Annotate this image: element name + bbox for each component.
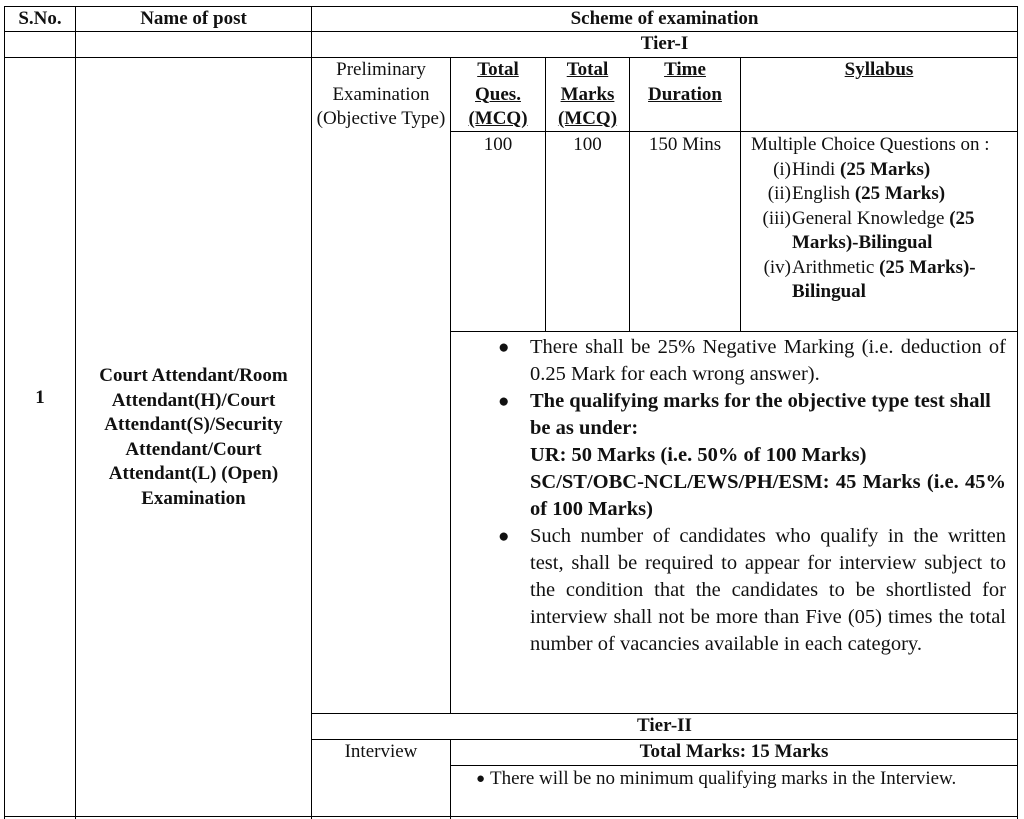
- total-questions-value: 100: [483, 134, 513, 155]
- tier1-heading: Tier-I: [640, 33, 689, 54]
- syllabus-item: (iv) Arithmetic (25 Marks)-Bilingual: [763, 256, 976, 302]
- tier2-heading: Tier-II: [637, 715, 692, 736]
- interview-label: Interview: [344, 741, 418, 762]
- col-time-duration: Time Duration: [648, 59, 722, 105]
- total-marks-value: 100: [573, 134, 602, 155]
- col-total-questions: Total Ques. (MCQ): [468, 59, 528, 129]
- syllabus-intro: Multiple Choice Questions on :: [751, 134, 990, 155]
- syllabus-cell: [751, 133, 1013, 305]
- bullet-icon: ●: [476, 771, 486, 787]
- qualifying-marks-note: ● The qualifying marks for the objective type test shall be as under: UR: 50 Marks (i.e. 50% of 100 Marks) SC/ST/OBC-NCL/EWS/PH/ESM: 45 Marks (i.e. 45% of 100 Marks): [498, 390, 1006, 520]
- tier2-total-marks: Total Marks: 15 Marks: [639, 741, 829, 762]
- syllabus-item: (iii) General Knowledge (25 Marks)-Bilingual: [762, 207, 975, 253]
- syllabus-item: (ii) English (25 Marks): [767, 183, 946, 204]
- exam-type-label: Preliminary Examination (Objective Type): [316, 59, 446, 129]
- syllabus-item: (i) Hindi (25 Marks): [773, 158, 931, 180]
- bullet-icon: ●: [498, 337, 510, 358]
- interview-shortlist-note: ● Such number of candidates who qualify in the written test, shall be required to appear for interview subject to the condition that the candidates to be shortlisted for interview shall not be more than Five (05) times the total number of vacancies available in each category.: [498, 525, 1006, 655]
- header-scheme: Scheme of examination: [570, 8, 759, 29]
- post-name: Court Attendant/Room Attendant(H)/Court Attendant(S)/Security Attendant/Court Attendant(L) (Open) Examination: [99, 365, 288, 509]
- negative-marking-note: ● There shall be 25% Negative Marking (i.e. deduction of 0.25 Mark for each wrong answer).: [498, 336, 1006, 385]
- time-duration-value: 150 Mins: [648, 134, 722, 155]
- col-syllabus: Syllabus: [844, 59, 914, 80]
- bullet-icon: ●: [498, 391, 510, 412]
- row-sno: 1: [35, 387, 45, 408]
- col-total-marks: Total Marks (MCQ): [557, 59, 618, 129]
- tier2-note: ● There will be no minimum qualifying marks in the Interview.: [476, 767, 996, 792]
- bullet-icon: ●: [498, 526, 510, 547]
- tier1-notes: [498, 334, 1006, 658]
- header-sno: S.No.: [18, 8, 62, 29]
- header-post-name: Name of post: [140, 8, 247, 29]
